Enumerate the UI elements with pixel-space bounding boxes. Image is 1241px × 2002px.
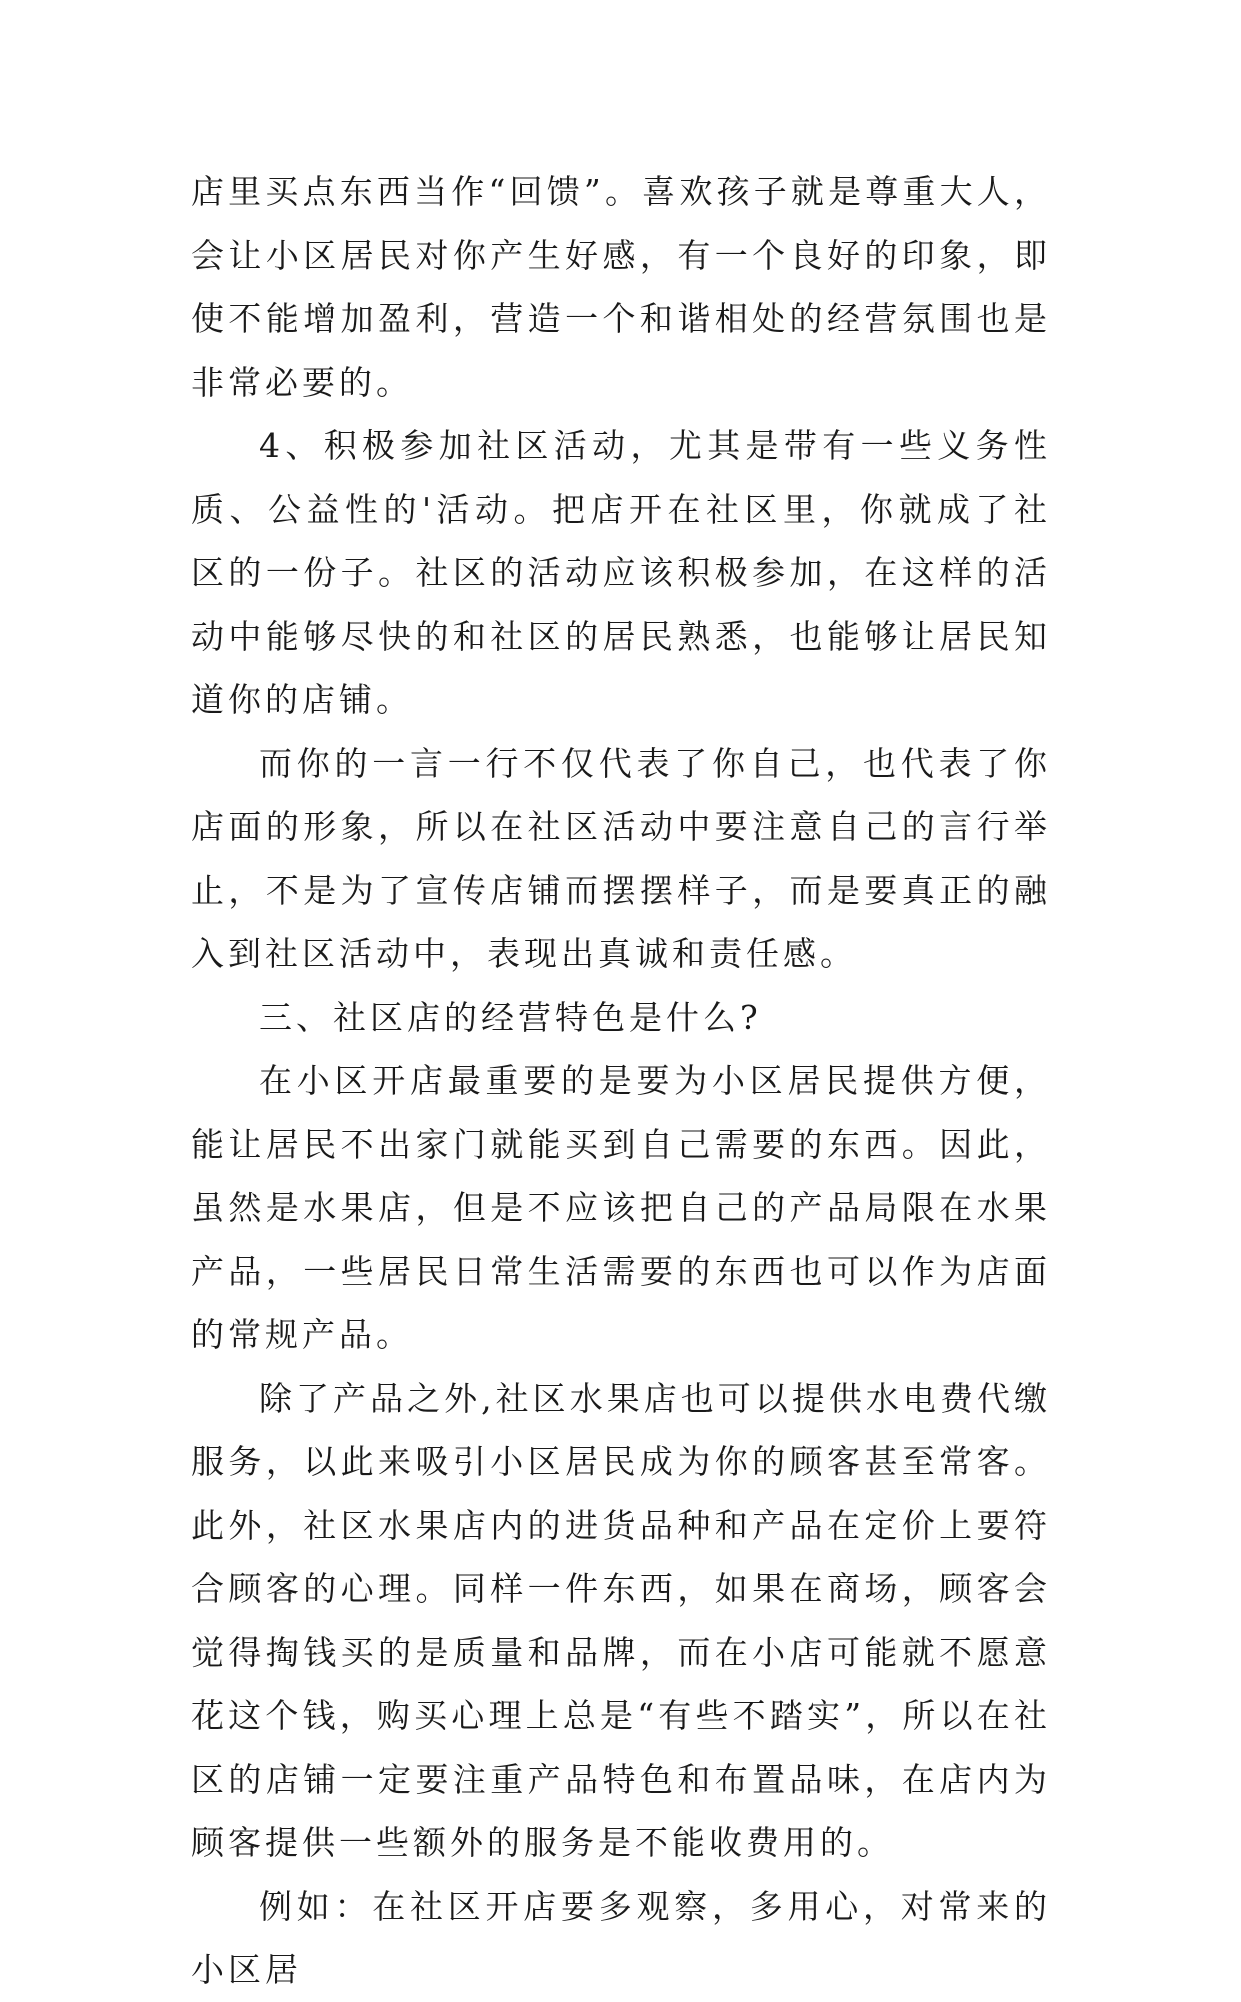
paragraph-6: 除了产品之外,社区水果店也可以提供水电费代缴服务，以此来吸引小区居民成为你的顾客甚至常客。此外，社区水果店内的进货品种和产品在定价上要符合顾客的心理。同样一件东西，如果在商场，顾客会觉得掏钱买的是质量和品牌，而在小店可能就不愿意花这个钱，购买心理上总是“有些不踏实”，所以在社区的店铺一定要注重产品特色和布置品味，在店内为顾客提供一些额外的服务是不能收费用的。 [191,1378,1051,1862]
document-body [191,160,1051,2002]
paragraph-7: 例如：在社区开店要多观察，多用心，对常来的小区居 [191,1886,1051,1989]
section-heading: 三、社区店的经营特色是什么? [259,997,762,1037]
paragraph-5: 在小区开店最重要的是要为小区居民提供方便，能让居民不出家门就能买到自己需要的东西。因此，虽然是水果店，但是不应该把自己的产品局限在水果产品，一些居民日常生活需要的东西也可以作为店面的常规产品。 [191,1061,1051,1354]
paragraph-1: 店里买点东西当作“回馈”。喜欢孩子就是尊重大人，会让小区居民对你产生好感，有一个良好的印象，即使不能增加盈利，营造一个和谐相处的经营氛围也是非常必要的。 [191,172,1051,402]
paragraph-2: 4、积极参加社区活动，尤其是带有一些义务性质、公益性的'活动。把店开在社区里，你就成了社区的一份子。社区的活动应该积极参加，在这样的活动中能够尽快的和社区的居民熟悉，也能够让居民知道你的店铺。 [191,426,1051,719]
paragraph-3: 而你的一言一行不仅代表了你自己，也代表了你店面的形象，所以在社区活动中要注意自己的言行举止，不是为了宣传店铺而摆摆样子，而是要真正的融入到社区活动中，表现出真诚和责任感。 [191,743,1051,973]
